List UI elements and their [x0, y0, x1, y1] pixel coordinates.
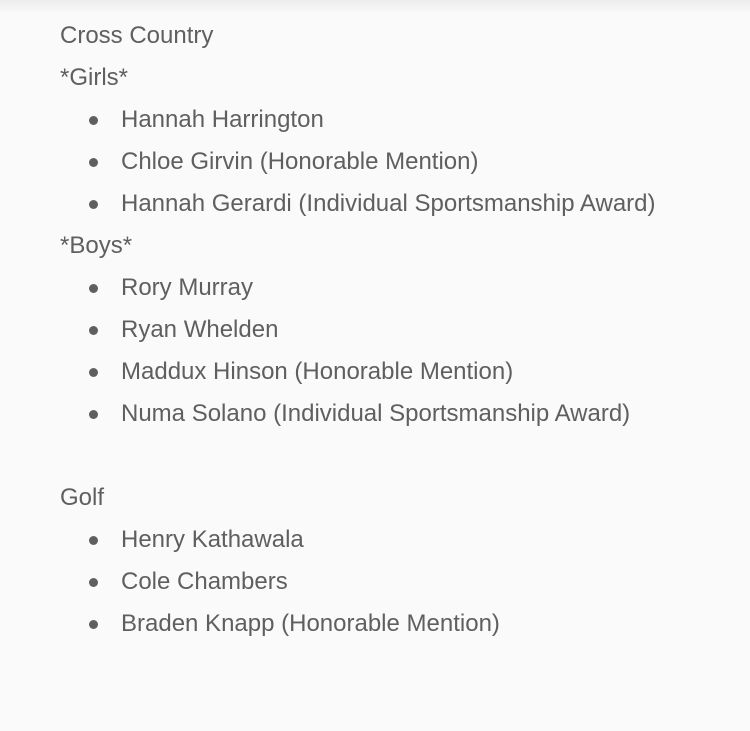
list-item: Rory Murray: [121, 267, 661, 309]
awards-document: [60, 15, 700, 645]
list-item: Ryan Whelden: [121, 309, 661, 351]
list-item: Cole Chambers: [121, 561, 661, 603]
list-item: Braden Knapp (Honorable Mention): [121, 603, 661, 645]
group-label-boys: *Boys*: [60, 232, 133, 259]
group-label-girls: *Girls*: [60, 64, 129, 91]
girls-list: [60, 99, 700, 225]
boys-list: [60, 267, 700, 435]
golf-list: [60, 519, 700, 645]
list-item: Chloe Girvin (Honorable Mention): [121, 141, 661, 183]
section-title-golf: Golf: [60, 484, 105, 511]
top-shadow: [0, 0, 750, 14]
list-item: Hannah Gerardi (Individual Sportsmanship Award): [121, 183, 661, 225]
spacer: [60, 435, 700, 477]
section-title-cross-country: Cross Country: [60, 22, 214, 49]
list-item: Numa Solano (Individual Sportsmanship Award): [121, 393, 661, 435]
list-item: Henry Kathawala: [121, 519, 661, 561]
list-item: Maddux Hinson (Honorable Mention): [121, 351, 661, 393]
list-item: Hannah Harrington: [121, 99, 661, 141]
